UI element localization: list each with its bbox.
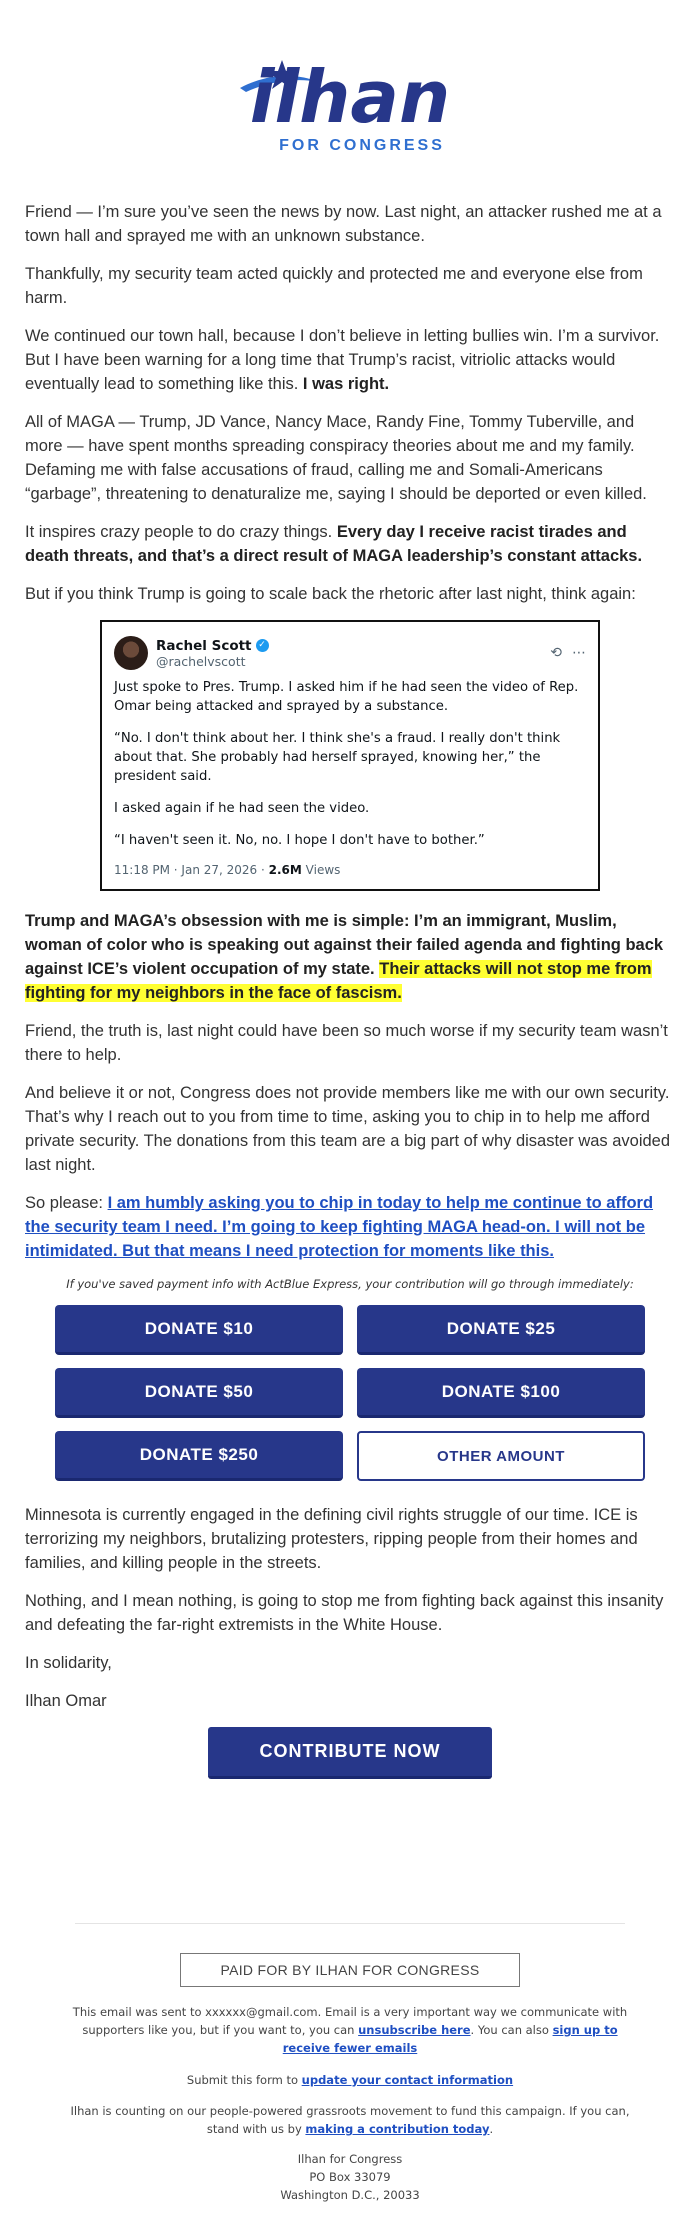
tweet-text: Just spoke to Pres. Trump. I asked him if he had seen the video of Rep. Omar being attacked and sprayed by a substance. “No. I don't think about her. I think she's a fraud. I really don't think about that. She probably had herself sprayed, knowing her,” the president said. I asked again if he had seen the video. “I haven't seen it. No, no. I hope I don't have to bother.” — [114, 680, 579, 848]
logo-name: ilhan — [249, 55, 451, 139]
update-contact-link[interactable]: update your contact information — [301, 2073, 514, 2087]
signoff: In solidarity, — [25, 1654, 112, 1672]
contribute-now-button[interactable]: CONTRIBUTE NOW — [208, 1727, 492, 1779]
footer-email-notice: This email was sent to xxxxxx@gmail.com. Email is a very important way we communicate with supporters like you, but if you want to, you can unsubscribe here. You can also sign up to receive fewer emails — [72, 2005, 628, 2055]
donate-250-button[interactable]: DONATE $250 — [55, 1431, 343, 1481]
other-amount-button[interactable]: OTHER AMOUNT — [357, 1431, 645, 1481]
actblue-note: If you've saved payment info with ActBlue Express, your contribution will go through immediately: — [66, 1277, 634, 1291]
paid-for-disclaimer: PAID FOR BY ILHAN FOR CONGRESS — [180, 1953, 520, 1987]
tweet-header — [114, 636, 586, 670]
paragraph-4: All of MAGA — Trump, JD Vance, Nancy Mace, Randy Fine, Tommy Tuberville, and more — have spent months spreading conspiracy theories about me and my family. Defaming me with false accusations of fraud, calling me and Somali-Americans “garbage”, threatening to denaturalize me, saying I should be deported or even killed. — [25, 413, 647, 503]
donate-25-button[interactable]: DONATE $25 — [357, 1305, 645, 1355]
donate-10-button[interactable]: DONATE $10 — [55, 1305, 343, 1355]
avatar — [114, 636, 148, 670]
logo-graphic — [0, 50, 700, 160]
paragraph-3: We continued our town hall, because I don’t believe in letting bullies win. I’m a survivor. But I have been warning for a long time that Trump’s racist, vitriolic attacks would eventually lead to something like this. I was right. — [25, 327, 660, 393]
tweet-meta: 11:18 PM · Jan 27, 2026 · 2.6M Views — [114, 863, 341, 877]
paragraph-10: So please: I am humbly asking you to chip in today to help me continue to afford the security team I need. I’m going to keep fighting MAGA head-on. I will not be intimidated. But that means I need protection for moments like this. — [25, 1194, 654, 1260]
footer-contribution-ask: Ilhan is counting on our people-powered grassroots movement to fund this campaign. If you can, stand with us by making a contribution today. — [70, 2104, 630, 2136]
tweet-embed — [100, 620, 600, 891]
tweet-author: Rachel Scott ✓ — [156, 638, 550, 654]
fewer-emails-link[interactable]: sign up to receive fewer emails — [282, 2023, 618, 2055]
paragraph-7: Trump and MAGA’s obsession with me is simple: I’m an immigrant, Muslim, woman of color who is speaking out against their failed agenda and fighting back against ICE’s violent occupation of my state. Their attacks will not stop me from fighting for my neighbors in the face of fascism. — [25, 912, 664, 1002]
footer-address: Ilhan for Congress PO Box 33079 Washington D.C., 20033 — [280, 2152, 420, 2202]
make-contribution-link[interactable]: making a contribution today — [305, 2122, 490, 2136]
highlighted-text: Their attacks will not stop me from fighting for my neighbors in the face of fascism. — [25, 960, 652, 1002]
paragraph-12: Nothing, and I mean nothing, is going to stop me from fighting back against this insanity and defeating the far-right extremists in the White House. — [25, 1592, 664, 1634]
tweet-handle: @rachelvscott — [156, 653, 246, 669]
email-body — [25, 200, 675, 1779]
paragraph-11: Minnesota is currently engaged in the defining civil rights struggle of our time. ICE is terrorizing my neighbors, brutalizing protesters, ripping people from their homes and families, and killing people in the streets. — [25, 1506, 638, 1572]
emphasis-text: I was right. — [302, 375, 390, 393]
footer-divider — [75, 1923, 625, 1924]
more-options-icon: ⋯ — [572, 645, 586, 661]
donate-button-grid — [55, 1305, 645, 1481]
paragraph-1: Friend — I’m sure you’ve seen the news by now. Last night, an attacker rushed me at a town hall and sprayed me with an unknown substance. — [25, 203, 662, 245]
donate-50-button[interactable]: DONATE $50 — [55, 1368, 343, 1418]
footer-update-info: Submit this form to update your contact information — [186, 2073, 514, 2087]
paragraph-6: But if you think Trump is going to scale back the rhetoric after last night, think again: — [25, 585, 636, 603]
donate-link[interactable]: I am humbly asking you to chip in today to help me continue to afford the security team I need. I’m going to keep fighting MAGA head-on. I will not be intimidated. But that means I need protection for moments like this. — [25, 1194, 654, 1260]
signature: Ilhan Omar — [25, 1692, 107, 1710]
paragraph-5: It inspires crazy people to do crazy things. Every day I receive racist tirades and death threats, and that’s a direct result of MAGA leadership’s constant attacks. — [25, 523, 643, 565]
paragraph-2: Thankfully, my security team acted quickly and protected me and everyone else from harm. — [25, 265, 643, 307]
unsubscribe-link[interactable]: unsubscribe here — [358, 2023, 471, 2037]
paragraph-9: And believe it or not, Congress does not provide members like me with our own security. That’s why I reach out to you from time to time, asking you to chip in to help me afford private security. The donations from this team are a big part of why disaster was avoided last night. — [25, 1084, 671, 1174]
paragraph-8: Friend, the truth is, last night could have been so much worse if my security team wasn’t there to help. — [25, 1022, 668, 1064]
verified-badge-icon: ✓ — [256, 639, 269, 652]
campaign-logo — [0, 50, 700, 160]
logo-subtitle: FOR CONGRESS — [279, 137, 445, 154]
emphasis-text: Every day I receive racist tirades and death threats, and that’s a direct result of MAGA leadership’s constant attacks. — [25, 523, 643, 565]
grok-icon: ⟲ — [550, 645, 562, 661]
donate-100-button[interactable]: DONATE $100 — [357, 1368, 645, 1418]
